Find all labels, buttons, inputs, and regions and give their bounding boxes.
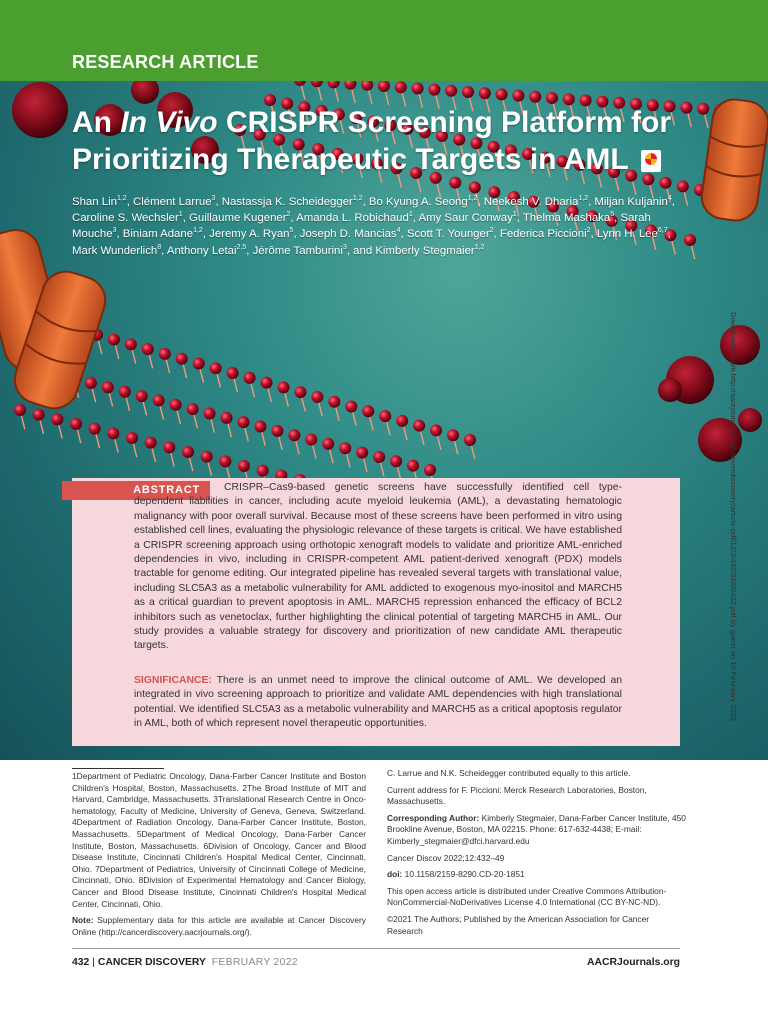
significance-paragraph [134, 674, 622, 732]
footnotes-left-column [72, 768, 366, 943]
lipid-bead [546, 92, 558, 104]
supplementary-note: Note: Supplementary data for this article are available at Cancer Discovery Online (http://cancerdiscovery.aacrjournals.org/). [72, 915, 366, 937]
lipid-bead [305, 434, 317, 446]
lipid-bead [464, 434, 476, 446]
footnotes-right-column [387, 768, 687, 942]
lipid-bead [70, 418, 82, 430]
lipid-bead [227, 367, 239, 379]
lipid-bead [221, 412, 233, 424]
article-title [72, 104, 672, 178]
lipid-bead [660, 177, 672, 189]
lipid-bead [277, 381, 289, 393]
issue-date: FEBRUARY 2022 [211, 957, 298, 968]
lipid-bead [407, 460, 419, 472]
lipid-bead [512, 90, 524, 102]
lipid-bead [108, 334, 120, 346]
lipid-bead [362, 405, 374, 417]
lipid-bead [680, 102, 692, 114]
title-italic: In Vivo [120, 106, 218, 139]
lipid-bead [210, 362, 222, 374]
lipid-bead [159, 348, 171, 360]
lipid-bead [163, 441, 175, 453]
lipid-bead [328, 396, 340, 408]
license-note: This open access article is distributed under Creative Commons Attribution-NonCommercial-NoDerivatives License 4.0 International (CC BY-NC-ND). [387, 885, 667, 908]
title-part-1: An [72, 106, 121, 139]
lipid-bead [89, 423, 101, 435]
lipid-bead [412, 82, 424, 94]
lipid-bead [142, 343, 154, 355]
lipid-bead [170, 399, 182, 411]
footer-left: 432 | CANCER DISCOVERY FEBRUARY 2022 [72, 957, 298, 968]
lipid-bead [447, 429, 459, 441]
page-number: 432 [72, 957, 90, 968]
lipid-bead [219, 455, 231, 467]
lipid-bead [14, 404, 26, 416]
lipid-bead [33, 409, 45, 421]
lipid-bead [288, 429, 300, 441]
lipid-bead [322, 438, 334, 450]
affiliations: 1Department of Pediatric Oncology, Dana-Farber Cancer Institute and Boston Children's Hospital, Boston, Massachusetts. 2The Broad Institute of MIT and Harvard, Cambridge, Massachusetts. 3Translational Research Centre in Onco-hematology, Faculty of Medicine, University of Geneva, Geneva, Switzerland. 4Department of Radiation Oncology, Dana-Farber Cancer Institute, Boston, Massachusetts. 5Department of Medical Oncology, Dana-Farber Cancer Institute, Boston, Massachusetts. 6Division of Oncology, Cancer and Blood Disease Institute, Cincinnati Children's Hospital Medical Center, Cincinnati, Ohio. 7Department of Pediatrics, University of Cincinnati College of Medicine, Cincinnati, Ohio. 8Division of Experimental Hematology and Cancer Biology, Cancer and Blood Disease Institute, Cincinnati Children's Hospital Medical Center, Cincinnati, Ohio. [72, 771, 366, 909]
lipid-bead [153, 394, 165, 406]
lipid-bead [697, 103, 709, 115]
lipid-bead [379, 410, 391, 422]
journal-name: CANCER DISCOVERY [97, 957, 206, 968]
lipid-bead [445, 85, 457, 97]
lipid-bead [257, 465, 269, 477]
author-list: Shan Lin$^{1,2}$, Clément Larrue$^3$, Nastassja K. Scheidegger$^{1,2}$, Bo Kyung A. Seong$^{1,2}$, Neekesh V. Dharia$^{1,2}$, Miljan Kuljanin$^4$, Caroline S. Wechsler$^1$, Guillaume Kugener$^2$, Amanda L. Robichaud$^1$, Amy Saur Conway$^1$, Thelma Mashaka$^5$, Sarah Mouche$^3$, Biniam Adane$^{1,2}$, Jeremy A. Ryan$^5$, Joseph D. Mancias$^4$, Scott T. Younger$^2$, Federica Piccioni$^2$, Lynn H. Lee$^{6,7}$, Mark Wunderlich$^8$, Anthony Letai$^{2,5}$, Jérôme Tamburini$^3$, and Kimberly Stegmaier$^{1,2}$ [72, 195, 675, 257]
doi[interactable]: doi: 10.1158/2159-8290.CD-20-1851 [387, 869, 525, 880]
lipid-bead [378, 80, 390, 92]
lipid-bead [462, 86, 474, 98]
lipid-bead [677, 180, 689, 192]
lipid-bead [125, 338, 137, 350]
lipid-bead [396, 415, 408, 427]
lipid-bead [107, 427, 119, 439]
lipid-bead [449, 177, 461, 189]
lipid-bead [413, 420, 425, 432]
lipid-bead [395, 81, 407, 93]
citation: Cancer Discov 2022;12:432–49 [387, 852, 505, 863]
lipid-bead [193, 357, 205, 369]
abstract-text: CRISPR–Cas9-based genetic screens have successfully identified cell type-dependent liabilities in cancer, including acute myeloid leukemia (AML), a devastating hematologic malignancy with poor overall survival. Because most of these screens have been performed in vitro using established cell lines, evaluating the physiologic relevance of these targets is critical. We have established a CRISPR screening approach using orthotopic xenograft models to validate and prioritize AML-enriched dependencies in vivo, including in CRISPR-competent AML patient-derived xenograft (PDX) models tractable for genome editing. Our integrated pipeline has revealed several targets with translational value, including SLC5A3 as a metabolic vulnerability for AML addicted to exogenous myo-inositol and MARCH5 as a critical guardian to prevent apoptosis in AML. MARCH5 repression enhanced the efficacy of BCL2 inhibitors such as venetoclax, further highlighting the clinical potential of targeting MARCH5 in AML. Our study provides a valuable strategy for discovery and prioritization of new candidate AML therapeutic targets. [134, 482, 622, 652]
lipid-bead [496, 88, 508, 100]
lipid-bead [428, 84, 440, 96]
lipid-bead [424, 464, 436, 476]
vesicle [658, 378, 682, 402]
lipid-bead [294, 386, 306, 398]
lipid-bead [529, 91, 541, 103]
lipid-bead [136, 390, 148, 402]
title-part-2: CRISPR Screening Platform for Prioritizing Therapeutic Targets in AML [72, 106, 671, 176]
lipid-bead [244, 372, 256, 384]
vesicle [12, 82, 68, 138]
lipid-bead [373, 451, 385, 463]
lipid-bead [254, 421, 266, 433]
lipid-bead [469, 181, 481, 193]
lipid-bead [356, 447, 368, 459]
significance-label: SIGNIFICANCE: [134, 675, 212, 686]
lipid-bead [187, 403, 199, 415]
check-for-updates-icon[interactable] [641, 150, 661, 172]
lipid-bead [237, 416, 249, 428]
footnote-rule [72, 768, 164, 769]
lipid-bead [145, 437, 157, 449]
lipid-bead [430, 424, 442, 436]
lipid-bead [311, 391, 323, 403]
download-watermark: Downloaded from http://aacrjournals.org/cancerdiscovery/article-pdf/12/2/432/3262/432.pdf by guest on 10 February 2025 [729, 312, 738, 722]
lipid-bead [204, 407, 216, 419]
equal-contribution-note: C. Larrue and N.K. Scheidegger contributed equally to this article. [387, 768, 631, 778]
lipid-bead [479, 87, 491, 99]
significance-text: There is an unmet need to improve the clinical outcome of AML. We developed an integrated in vivo screening approach to prioritize and validate AML dependencies with high translational potential. We identified SLC5A3 as a metabolic vulnerability and MARCH5 as a critical apoptosis regulator in AML, both of which represent novel therapeutic opportunities. [134, 675, 622, 730]
lipid-bead [85, 377, 97, 389]
lipid-bead [102, 381, 114, 393]
corresponding-author: Corresponding Author: Kimberly Stegmaier, Dana-Farber Cancer Institute, 450 Brookline Avenue, Boston, MA 02215. Phone: 617-632-4438; E-mail: Kimberly_stegmaier@dfci.harvard.edu [387, 812, 686, 846]
section-label: RESEARCH ARTICLE [72, 52, 259, 72]
abstract-label: ABSTRACT [62, 481, 210, 500]
current-address-note: Current address for F. Piccioni: Merck Research Laboratories, Boston, Massachusetts. [387, 784, 647, 807]
lipid-bead [51, 413, 63, 425]
lipid-bead [271, 425, 283, 437]
protein-cylinder-right [699, 97, 768, 224]
journal-website[interactable]: AACRJournals.org [587, 957, 680, 968]
lipid-bead [238, 460, 250, 472]
lipid-bead [390, 455, 402, 467]
lipid-bead [119, 386, 131, 398]
lipid-bead [339, 442, 351, 454]
lipid-bead [182, 446, 194, 458]
lipid-bead [201, 451, 213, 463]
footer-rule [72, 948, 680, 949]
lipid-bead [126, 432, 138, 444]
lipid-bead [261, 377, 273, 389]
copyright-note: ©2021 The Authors; Published by the American Association for Cancer Research [387, 913, 650, 936]
lipid-bead [345, 401, 357, 413]
lipid-bead [176, 353, 188, 365]
